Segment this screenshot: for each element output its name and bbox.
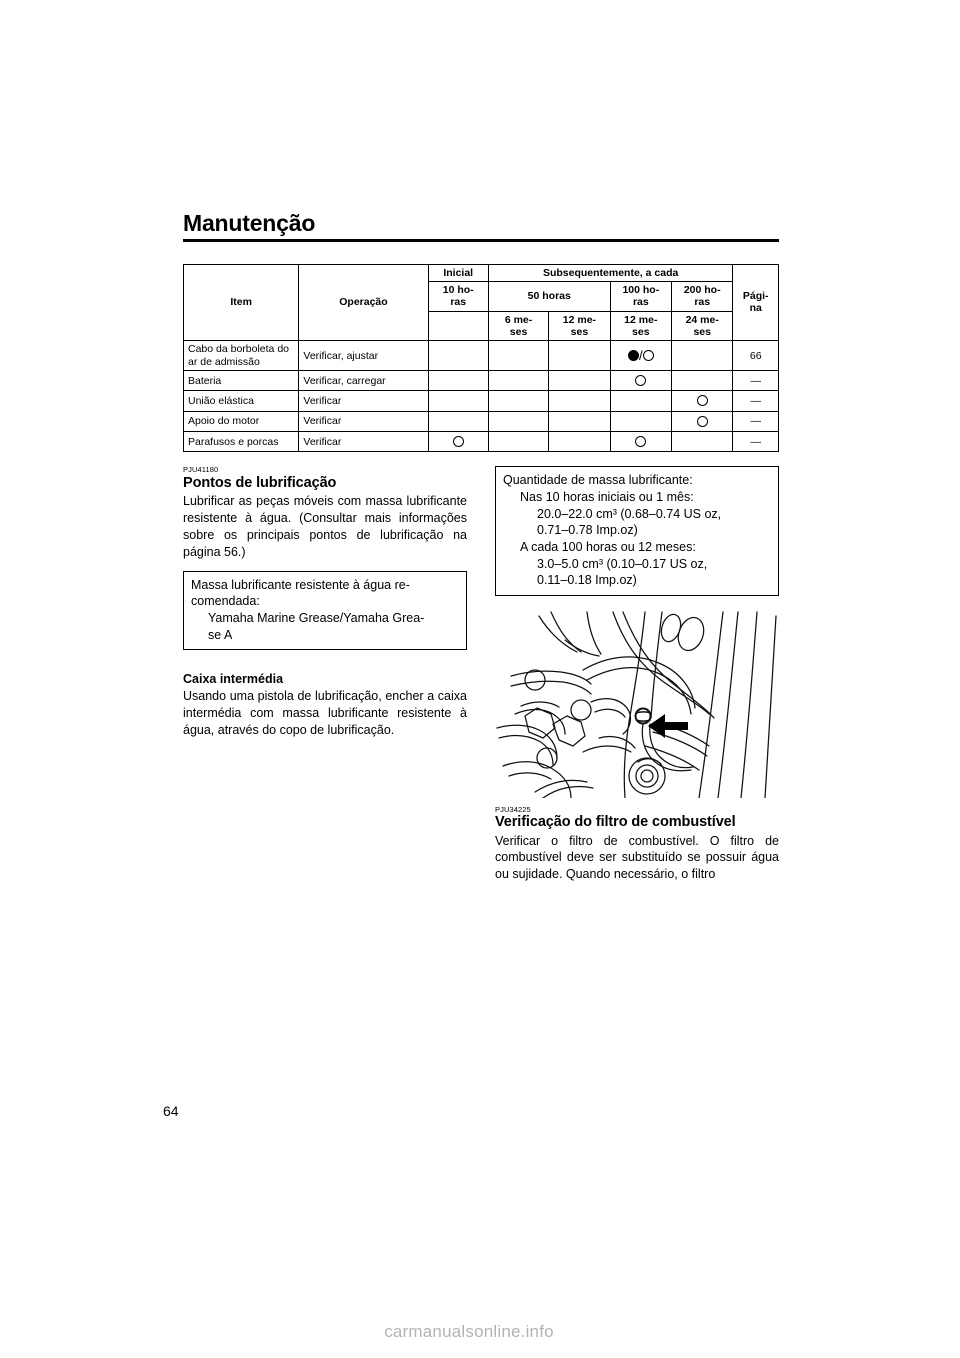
table-row (184, 432, 779, 452)
table-col-12meses-b (610, 311, 671, 341)
row-mark-200h (672, 371, 733, 391)
quantity-box-line7: 0.11–0.18 Imp.oz) (537, 573, 637, 588)
table-col-subsequentemente: Subsequentemente, a cada (488, 264, 733, 281)
section-heading-verificacao-filtro: Verificação do filtro de combustível (495, 814, 736, 831)
row-item: Parafusos e porcas (184, 432, 299, 452)
table-col-item: Item (184, 264, 299, 341)
row-item: Cabo da borboleta do ar de admissão (184, 341, 299, 371)
label-12mb-l2: ses (632, 326, 650, 338)
row-mark-100h (610, 341, 671, 371)
row-mark-100h (610, 411, 671, 431)
section-heading-pontos-lubrificacao: Pontos de lubrificação (183, 474, 337, 491)
quantity-box-line1: Quantidade de massa lubrificante: (503, 473, 693, 488)
quantity-box-line6: 3.0–5.0 cm³ (0.10–0.17 US oz, (537, 556, 708, 571)
spacer (183, 650, 467, 672)
row-mark-200h (672, 432, 733, 452)
open-circle-icon (453, 436, 464, 447)
table-col-pagina-line1: Pági- (742, 290, 769, 303)
right-column (495, 466, 779, 883)
site-watermark: carmanualsonline.info (384, 1322, 554, 1341)
table-col-12meses-a (549, 311, 610, 341)
maintenance-schedule-table (183, 264, 779, 453)
row-mark-50h-12m (549, 411, 610, 431)
row-mark-50h-12m (549, 341, 610, 371)
table-col-100horas (610, 281, 671, 311)
table-col-10horas (428, 281, 488, 311)
table-row (184, 371, 779, 391)
row-mark-50h-12m (549, 371, 610, 391)
section-refcode-2: PJU34225 (495, 804, 531, 814)
label-10h-l1: 10 ho- (442, 283, 474, 296)
row-mark-200h (672, 411, 733, 431)
row-mark-10h (428, 432, 488, 452)
row-operacao: Verificar (299, 432, 428, 452)
row-mark-50h-6m (488, 371, 548, 391)
table-row (184, 411, 779, 431)
row-mark-50h-6m (488, 341, 548, 371)
table-col-6meses (488, 311, 548, 341)
row-operacao: Verificar (299, 391, 428, 411)
callout-arrow-icon (648, 714, 688, 738)
open-circle-icon (697, 395, 708, 406)
grease-box-line4: se A (208, 627, 233, 642)
table-col-inicial: Inicial (428, 264, 488, 281)
row-item: União elástica (184, 391, 299, 411)
row-pagina: 66 (733, 341, 779, 371)
label-12ma-l2: ses (570, 326, 589, 338)
page-number: 64 (163, 1103, 179, 1119)
recommended-grease-box (183, 571, 467, 651)
engine-grease-nipple-illustration (495, 610, 779, 798)
row-mark-50h-12m (549, 432, 610, 452)
section-paragraph-2: Verificar o filtro de combustível. O filtro de combustível deve ser substituído se possuir água ou sujidade. Quando necessário, o filtro (495, 833, 779, 882)
row-operacao: Verificar, carregar (299, 371, 428, 391)
open-circle-icon (635, 375, 646, 386)
spacer (495, 798, 779, 806)
row-mark-50h-6m (488, 432, 548, 452)
filled-circle-icon (628, 350, 639, 361)
label-24m-l2: ses (693, 326, 711, 338)
row-mark-100h (610, 371, 671, 391)
label-24m-l1: 24 me- (685, 313, 719, 326)
table-col-24meses (672, 311, 733, 341)
row-mark-200h (672, 341, 733, 371)
quantity-box-line2: Nas 10 horas iniciais ou 1 mês: (520, 490, 694, 505)
label-12ma-l1: 12 me- (562, 313, 597, 326)
row-item: Bateria (184, 371, 299, 391)
grease-quantity-box (495, 466, 779, 595)
quantity-box-line5: A cada 100 horas ou 12 meses: (520, 539, 696, 554)
table-header-row-1 (184, 264, 779, 281)
table-col-pagina-line2: na (749, 302, 762, 315)
row-pagina: — (733, 411, 779, 431)
label-100h-l2: ras (632, 296, 649, 309)
row-mark-200h (672, 391, 733, 411)
open-circle-icon (697, 416, 708, 427)
table-row (184, 391, 779, 411)
section-refcode: PJU41180 (183, 465, 219, 475)
table-row (184, 341, 779, 371)
row-mark-10h (428, 341, 488, 371)
page-content (183, 210, 779, 882)
label-6m-l1: 6 me- (504, 313, 533, 326)
left-column (183, 466, 467, 738)
row-mark-50h-12m (549, 391, 610, 411)
row-mark-50h-6m (488, 391, 548, 411)
subsection-paragraph: Usando uma pistola de lubrificação, encher a caixa intermédia com massa lubrificante resistente à água, através do copo de lubrificação. (183, 689, 467, 737)
quantity-box-line4: 0.71–0.78 Imp.oz) (537, 523, 638, 538)
label-12mb-l1: 12 me- (624, 313, 658, 326)
label-10h-l2: ras (450, 296, 467, 309)
label-6m-l2: ses (509, 326, 528, 338)
row-item: Apoio do motor (184, 411, 299, 431)
row-mark-100h (610, 391, 671, 411)
label-200h-l1: 200 ho- (683, 283, 721, 296)
row-pagina: — (733, 432, 779, 452)
row-mark-10h (428, 411, 488, 431)
label-200h-l2: ras (694, 296, 711, 309)
table-col-operacao: Operação (299, 264, 428, 341)
section-paragraph: Lubrificar as peças móveis com massa lubrificante resistente à água. (Consultar mais informações sobre os principais pontos de lubrificação na página 56.) (183, 494, 467, 559)
row-mark-50h-6m (488, 411, 548, 431)
grease-box-line3: Yamaha Marine Grease/Yamaha Grea- (208, 610, 425, 625)
table-col-200horas (672, 281, 733, 311)
page-title: Manutenção (183, 210, 316, 236)
subsection-heading-caixa-intermedia: Caixa intermédia (183, 672, 284, 687)
row-operacao: Verificar (299, 411, 428, 431)
open-circle-icon (643, 350, 654, 361)
table-col-50horas: 50 horas (488, 281, 610, 311)
grease-box-line2: comendada: (191, 594, 260, 609)
grease-box-line1: Massa lubrificante resistente à água re- (191, 577, 410, 592)
row-mark-10h (428, 391, 488, 411)
row-pagina: — (733, 391, 779, 411)
header-rule (183, 239, 779, 242)
open-circle-icon (635, 436, 646, 447)
table-col-months-blank (428, 311, 488, 341)
row-pagina: — (733, 371, 779, 391)
label-100h-l1: 100 ho- (622, 283, 660, 296)
row-mark-10h (428, 371, 488, 391)
table-col-pagina (733, 264, 779, 341)
quantity-box-line3: 20.0–22.0 cm³ (0.68–0.74 US oz, (537, 506, 722, 521)
row-operacao: Verificar, ajustar (299, 341, 428, 371)
row-mark-100h (610, 432, 671, 452)
slash-icon: / (639, 348, 643, 364)
